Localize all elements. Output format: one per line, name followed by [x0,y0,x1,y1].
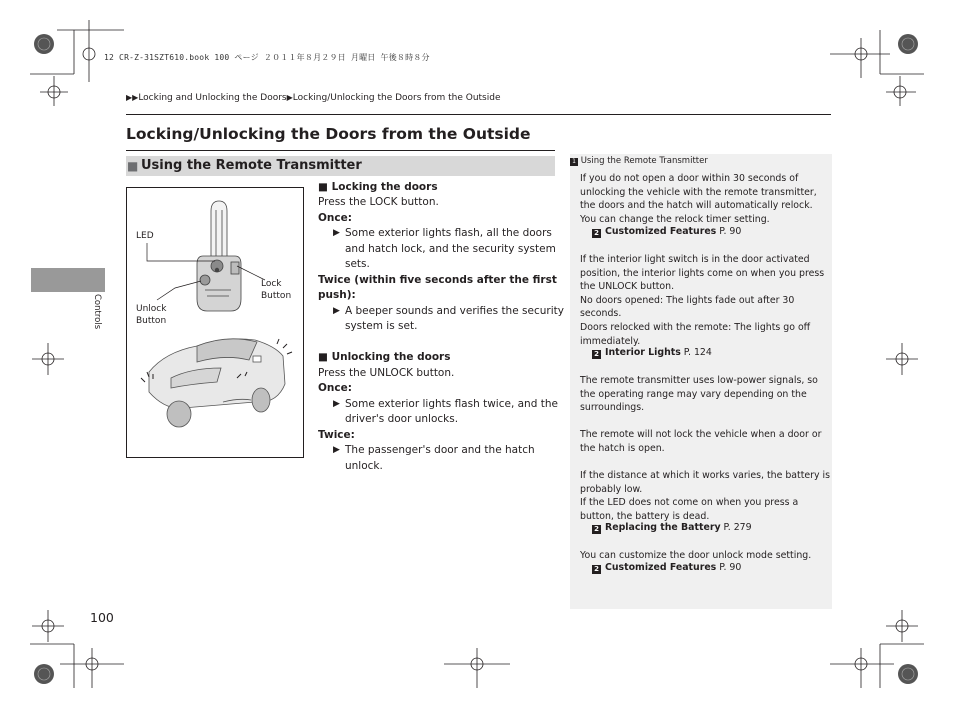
chapter-label: Controls [92,294,102,330]
note-paragraph-door-open: The remote will not lock the vehicle when a door or the hatch is open. [580,429,822,454]
remote-transmitter-figure [126,187,304,458]
breadcrumb-link-locking[interactable]: Locking and Unlocking the Doors [138,93,287,103]
figure-label-led: LED [136,231,154,241]
xref-customized-features[interactable]: 2 Customized Features P. 90 [592,226,741,238]
locking-twice-label-2: push): [318,289,356,301]
breadcrumb-separator: ▶ [286,93,293,102]
unlocking-twice-label: Twice: [318,429,355,441]
section-heading-bar [126,156,555,176]
bullet-triangle-icon: ▶ [333,445,340,455]
figure-label-lock-2: Button [261,291,292,301]
print-header: 12 CR-Z-31SZT610.book 100 ページ ２０１１年８月２９日 月曜日 午後８時８分 [104,53,430,62]
note-paragraph-interior-lights: If the interior light switch is in the door activated position, the interior lights come on when you press the UNLOCK button. No doors opened: The lights fade out after 30 seconds. Doors relocked with the remote: The lights go off immediately. [580,254,825,347]
breadcrumb-arrows: ▶▶ [126,93,139,102]
bullet-triangle-icon: ▶ [333,399,340,409]
section-marker: ■ [127,159,139,173]
chapter-tab[interactable] [31,268,105,292]
locking-heading: ■ Locking the doors [318,181,438,193]
locking-instruction: Press the LOCK button. [318,196,439,208]
page-number: 100 [90,610,114,625]
cross-reference-icon: 2 [592,350,601,359]
unlocking-instruction: Press the UNLOCK button. [318,367,455,379]
bullet-triangle-icon: ▶ [333,228,340,238]
figure-label-lock-1: Lock [261,279,282,289]
cross-reference-icon: 2 [592,565,601,574]
locking-once-label: Once: [318,212,352,224]
figure-label-unlock-2: Button [136,316,167,326]
note-paragraph-relock: If you do not open a door within 30 seconds of unlocking the vehicle with the remote transmitter, the doors and the hatch will automatically relock. You can change the relock timer setting. [580,173,817,225]
header-rule [126,114,831,115]
breadcrumb [126,93,501,103]
car-illustration [127,316,305,456]
locking-twice-label-1: Twice (within five seconds after the first [318,274,557,286]
breadcrumb-current: Locking/Unlocking the Doors from the Outside [292,93,501,103]
unlocking-heading: ■ Unlocking the doors [318,351,451,363]
note-header: 1 Using the Remote Transmitter [570,156,708,166]
note-paragraph-battery: If the distance at which it works varies, the battery is probably low. If the LED does not come on when you press a button, the battery is dead. [580,470,831,522]
section-title: Using the Remote Transmitter [141,158,362,173]
note-icon: 1 [570,158,578,166]
cross-reference-icon: 2 [592,229,601,238]
cross-reference-icon: 2 [592,525,601,534]
page-title: Locking/Unlocking the Doors from the Outside [126,125,531,143]
note-paragraph-range: The remote transmitter uses low-power signals, so the operating range may vary depending on the surroundings. [580,375,818,414]
xref-replacing-battery[interactable]: 2 Replacing the Battery P. 279 [592,522,752,534]
figure-label-unlock-1: Unlock [136,304,167,314]
note-paragraph-unlock-mode: You can customize the door unlock mode setting. [580,550,812,561]
unlocking-once-label: Once: [318,382,352,394]
title-rule [126,150,555,151]
xref-interior-lights[interactable]: 2 Interior Lights P. 124 [592,347,712,359]
xref-customized-features-2[interactable]: 2 Customized Features P. 90 [592,562,741,574]
bullet-triangle-icon: ▶ [333,306,340,316]
